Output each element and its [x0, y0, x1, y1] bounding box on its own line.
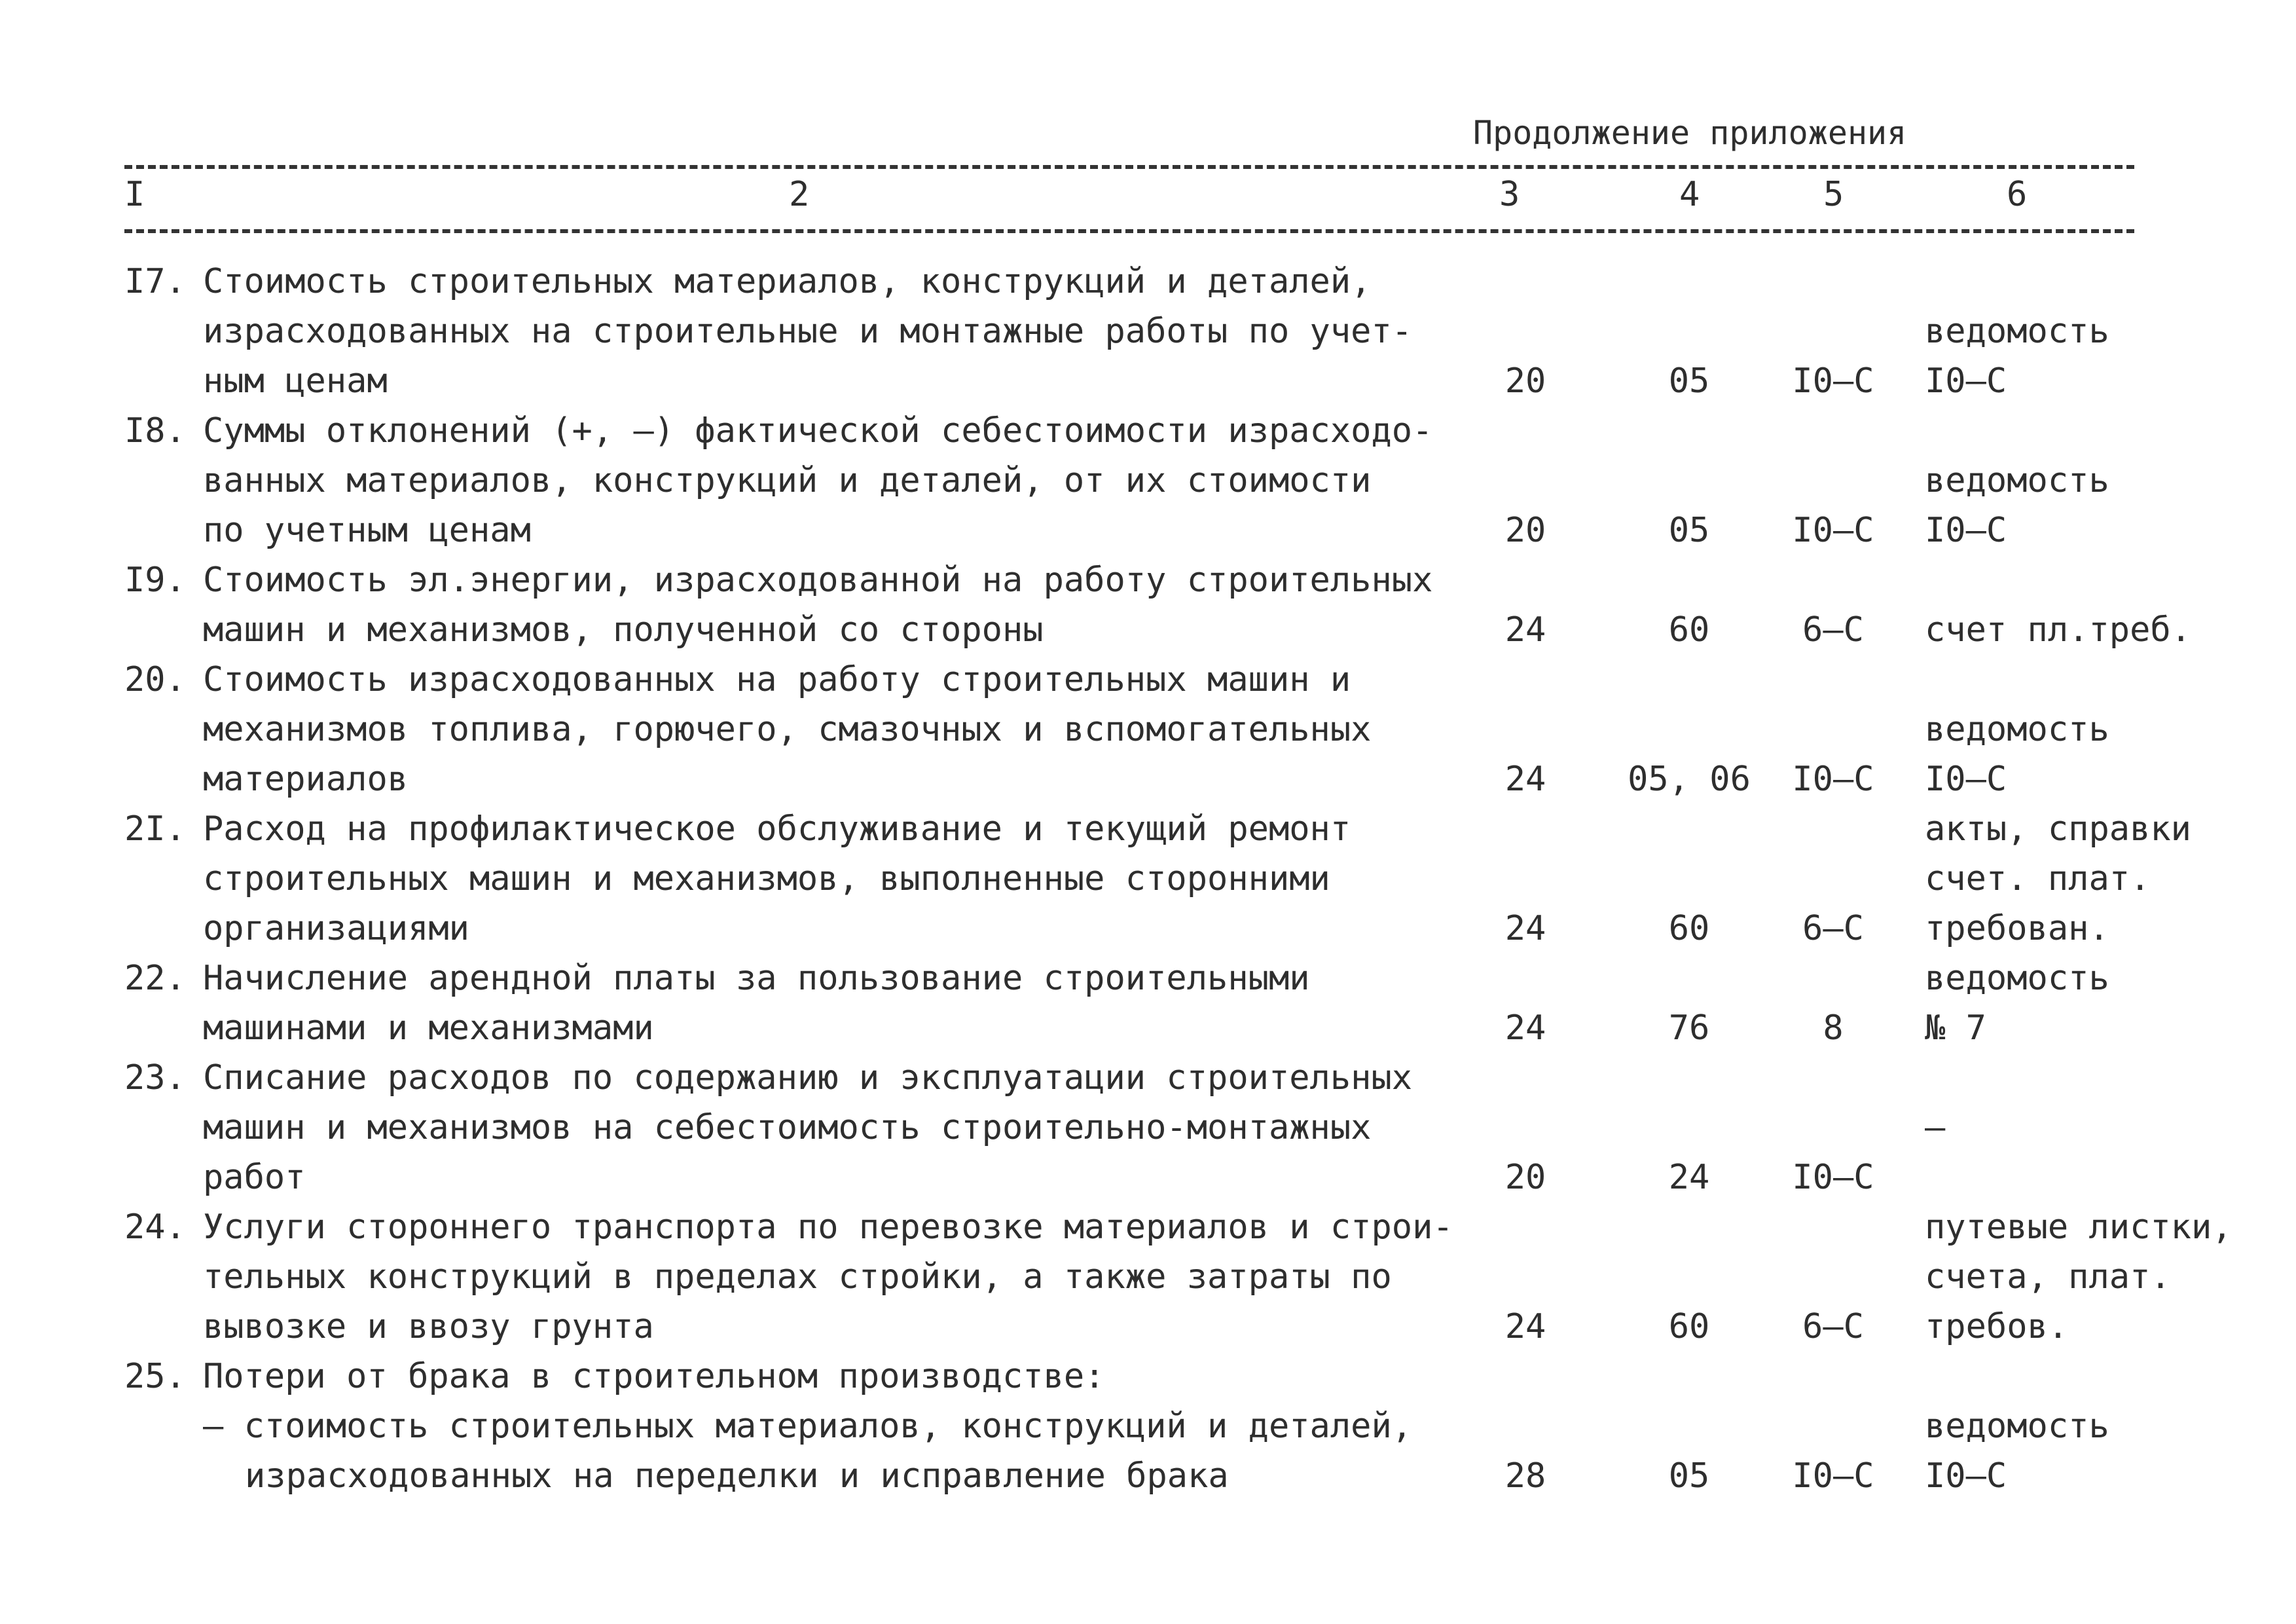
column-header-5: 5: [1823, 175, 1844, 214]
cell-c3: 24: [1504, 1307, 1546, 1346]
description-line: вывозке и ввозу грунта: [203, 1307, 654, 1346]
description-line: организациями: [203, 909, 469, 948]
row-number: 20.: [124, 660, 186, 699]
cell-c4: 05: [1668, 1456, 1710, 1496]
description-line: Начисление арендной платы за пользование строительными: [203, 959, 1310, 998]
description-line: – стоимость строительных материалов, конструкций и деталей,: [203, 1407, 1413, 1446]
table-row: [0, 1202, 2296, 1352]
description-line: Суммы отклонений (+, –) фактической себестоимости израсходо-: [203, 411, 1433, 451]
cell-c5: 6–C: [1802, 610, 1864, 650]
cell-document: [1925, 953, 2109, 1053]
cell-c5: I0–C: [1792, 1158, 1874, 1197]
row-description: [203, 1202, 1473, 1352]
document-line: акты, справки: [1925, 809, 2191, 849]
cell-c3: 24: [1504, 610, 1546, 650]
table-body: [0, 257, 2296, 1501]
cell-document: [1925, 605, 2191, 655]
cell-document: [1925, 1401, 2109, 1501]
cell-c4: 60: [1668, 909, 1710, 948]
row-description: [203, 257, 1473, 406]
cell-c3: 20: [1504, 361, 1546, 401]
document-line: счет пл.треб.: [1925, 610, 2191, 650]
cell-c3: 24: [1504, 1008, 1546, 1048]
cell-document: [1925, 1103, 1945, 1202]
document-line: ведомость: [1925, 312, 2109, 351]
document-line: ведомость: [1925, 461, 2109, 500]
cell-c3: 20: [1504, 1158, 1546, 1197]
cell-c3: 20: [1504, 511, 1546, 550]
row-number: 23.: [124, 1058, 186, 1098]
document-line: I0–C: [1925, 1456, 2007, 1496]
cell-document: [1925, 705, 2109, 804]
cell-c5: I0–C: [1792, 361, 1874, 401]
table-row: [0, 1053, 2296, 1202]
row-number: I7.: [124, 262, 186, 301]
table-row: [0, 406, 2296, 555]
table-row: [0, 257, 2296, 406]
row-description: [203, 1352, 1473, 1401]
row-number: 25.: [124, 1357, 186, 1396]
table-row: [0, 1352, 2296, 1401]
table-row: [0, 804, 2296, 953]
cell-c4: 60: [1668, 1307, 1710, 1346]
row-description: [203, 1401, 1473, 1501]
cell-c5: I0–C: [1792, 1456, 1874, 1496]
cell-c4: 24: [1668, 1158, 1710, 1197]
document-line: –: [1925, 1108, 1946, 1147]
row-number: I9.: [124, 561, 186, 600]
column-header-6: 6: [2007, 175, 2028, 214]
table-row: [0, 655, 2296, 804]
description-line: Потери от брака в строительном производстве:: [203, 1357, 1105, 1396]
document-line: путевые листки,: [1925, 1208, 2232, 1247]
description-line: Списание расходов по содержанию и эксплуатации строительных: [203, 1058, 1413, 1098]
description-line: материалов: [203, 760, 409, 799]
description-line: машинами и механизмами: [203, 1008, 654, 1048]
continuation-caption: Продолжение приложения: [1473, 114, 1907, 152]
cell-c3: 24: [1504, 909, 1546, 948]
description-line: по учетным ценам: [203, 511, 531, 550]
document-line: требов.: [1925, 1307, 2069, 1346]
column-header-2: 2: [789, 175, 810, 214]
table-row: [0, 1401, 2296, 1501]
cell-c5: I0–C: [1792, 511, 1874, 550]
column-header-3: 3: [1499, 175, 1520, 214]
cell-c3: 28: [1504, 1456, 1546, 1496]
cell-c4: 05: [1668, 511, 1710, 550]
description-line: машин и механизмов, полученной со стороны: [203, 610, 1044, 650]
header-rule-bottom: [124, 229, 2134, 233]
description-line: ным ценам: [203, 361, 388, 401]
row-description: [203, 1053, 1473, 1202]
cell-c5: I0–C: [1792, 760, 1874, 799]
table-row: [0, 953, 2296, 1053]
row-number: 22.: [124, 959, 186, 998]
document-line: счета, плат.: [1925, 1257, 2171, 1297]
cell-document: [1925, 1202, 2232, 1352]
description-line: строительных машин и механизмов, выполненные сторонними: [203, 859, 1330, 898]
document-line: [1925, 1153, 1945, 1202]
row-number: 24.: [124, 1208, 186, 1247]
cell-document: [1925, 804, 2191, 953]
row-description: [203, 804, 1473, 953]
cell-c5: 6–C: [1802, 1307, 1864, 1346]
cell-c4: 76: [1668, 1008, 1710, 1048]
header-rule-top: [124, 165, 2134, 169]
row-description: [203, 655, 1473, 804]
description-line: механизмов топлива, горючего, смазочных и вспомогательных: [203, 710, 1372, 749]
description-line: Стоимость израсходованных на работу строительных машин и: [203, 660, 1351, 699]
description-line: Стоимость эл.энергии, израсходованной на работу строительных: [203, 561, 1433, 600]
cell-c5: 6–C: [1802, 909, 1864, 948]
cell-document: [1925, 306, 2109, 406]
description-line: ванных материалов, конструкций и деталей, от их стоимости: [203, 461, 1372, 500]
description-line: Расход на профилактическое обслуживание и текущий ремонт: [203, 809, 1351, 849]
column-header-1: I: [124, 175, 145, 214]
document-line: ведомость: [1925, 710, 2109, 749]
description-line: машин и механизмов на себестоимость строительно-монтажных: [203, 1108, 1372, 1147]
row-number: I8.: [124, 411, 186, 451]
document-line: счет. плат.: [1925, 859, 2151, 898]
cell-c4: 05: [1668, 361, 1710, 401]
row-description: [203, 555, 1473, 655]
description-line: работ: [203, 1158, 306, 1197]
cell-c3: 24: [1504, 760, 1546, 799]
cell-document: [1925, 456, 2109, 555]
description-line: израсходованных на строительные и монтажные работы по учет-: [203, 312, 1413, 351]
description-line: Услуги стороннего транспорта по перевозке материалов и строи-: [203, 1208, 1453, 1247]
document-line: I0–C: [1925, 511, 2007, 550]
document-line: № 7: [1925, 1008, 1986, 1048]
cell-c4: 05, 06: [1628, 760, 1751, 799]
description-line: израсходованных на переделки и исправление брака: [245, 1456, 1229, 1496]
document-line: ведомость: [1925, 1407, 2109, 1446]
row-description: [203, 953, 1473, 1053]
document-line: I0–C: [1925, 361, 2007, 401]
table-row: [0, 555, 2296, 655]
description-line: Стоимость строительных материалов, конструкций и деталей,: [203, 262, 1372, 301]
cell-c4: 60: [1668, 610, 1710, 650]
cell-c5: 8: [1823, 1008, 1844, 1048]
row-number: 2I.: [124, 809, 186, 849]
document-line: ведомость: [1925, 959, 2109, 998]
row-description: [203, 406, 1473, 555]
document-line: требован.: [1925, 909, 2109, 948]
description-line: тельных конструкций в пределах стройки, а также затраты по: [203, 1257, 1392, 1297]
column-header-4: 4: [1679, 175, 1700, 214]
document-line: I0–C: [1925, 760, 2007, 799]
